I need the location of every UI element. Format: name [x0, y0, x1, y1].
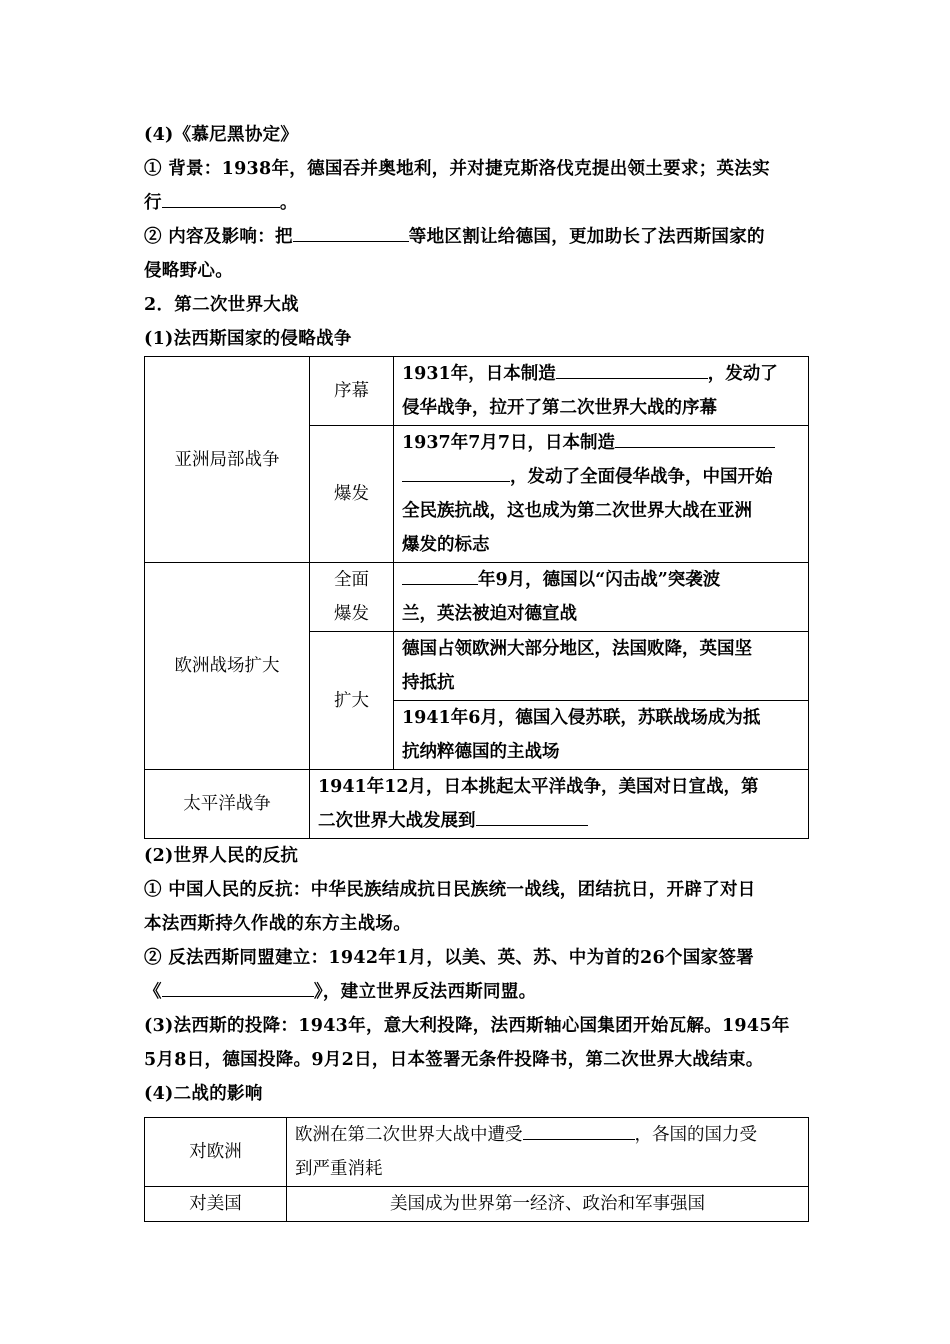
subsection-heading: (2)世界人民的反抗 [144, 846, 299, 866]
cell-europe-text [394, 563, 809, 632]
text: 太平洋战争 [183, 794, 271, 814]
aggression-table [144, 356, 809, 839]
fill-blank[interactable] [556, 358, 708, 379]
text: 欧洲在第二次世界大战中遭受 [295, 1125, 523, 1145]
text: 爆发 [334, 604, 369, 624]
text: 爆发的标志 [402, 535, 490, 555]
text: 《 [144, 982, 162, 1002]
text: 美国成为世界第一经济、政治和军事强国 [390, 1194, 705, 1214]
china-resistance-line1: ① 中国人民的反抗：中华民族结成抗日民族统一战线，团结抗日，开辟了对日 [144, 880, 756, 900]
text: 侵华战争，拉开了第二次世界大战的序幕 [402, 398, 717, 418]
cell-pacific-text [310, 770, 809, 839]
text: 等地区割让给德国，更加助长了法西斯国家的 [408, 227, 765, 247]
text: 扩大 [334, 690, 369, 711]
text: 》，建立世界反法西斯同盟。 [313, 982, 537, 1002]
document-page [144, 118, 808, 1222]
subsection-heading: (1)法西斯国家的侵略战争 [144, 329, 352, 349]
fill-blank[interactable] [615, 427, 775, 448]
china-resistance-line2: 本法西斯持久作战的东方主战场。 [144, 914, 411, 934]
text: ② 内容及影响：把 [144, 227, 293, 247]
text: 全面 [334, 570, 369, 590]
allies-line2 [144, 975, 808, 1009]
fill-blank[interactable] [293, 221, 409, 242]
subsection-heading: (4)二战的影响 [144, 1084, 263, 1104]
cell-europe-impact [145, 1118, 287, 1187]
cell-usa-impact-text [287, 1187, 809, 1222]
text: 对欧洲 [189, 1142, 242, 1162]
fill-blank[interactable] [162, 187, 280, 208]
text: 抗纳粹德国的主战场 [402, 742, 560, 762]
text: 兰，英法被迫对德宣战 [402, 604, 577, 624]
surrender-line1: (3)法西斯的投降：1943年，意大利投降，法西斯轴心国集团开始瓦解。1945年 [144, 1016, 790, 1036]
cell-prelude [310, 357, 394, 426]
impact-table [144, 1117, 809, 1222]
text: 序幕 [334, 381, 369, 401]
munich-content-line2: 侵略野心。 [144, 261, 233, 281]
cell-expand [310, 632, 394, 770]
text: 持抵抗 [402, 673, 455, 693]
text: 到严重消耗 [295, 1159, 383, 1179]
surrender-line2: 5月8日，德国投降。9月2日，日本签署无条件投降书，第二次世界大战结束。 [144, 1050, 764, 1070]
text: 对美国 [189, 1194, 242, 1214]
fill-blank[interactable] [162, 976, 314, 997]
text: 二次世界大战发展到 [318, 811, 476, 831]
fill-blank[interactable] [402, 564, 478, 585]
text: 爆发 [334, 484, 369, 504]
cell-outbreak-text [394, 426, 809, 563]
text: 1937年7月7日，日本制造 [402, 433, 616, 453]
cell-expand-text1 [394, 632, 809, 701]
text: 。 [279, 193, 298, 213]
fill-blank[interactable] [476, 805, 588, 826]
text: 1941年6月，德国入侵苏联，苏联战场成为抵 [402, 708, 761, 728]
cell-expand-text2 [394, 701, 809, 770]
text: ，各国的国力受 [634, 1125, 757, 1145]
text: 亚洲局部战争 [174, 449, 280, 470]
section-heading: 2．第二次世界大战 [144, 295, 299, 315]
allies-line1: ② 反法西斯同盟建立：1942年1月，以美、英、苏、中为首的26个国家签署 [144, 948, 754, 968]
text: 行 [144, 193, 162, 213]
cell-europe-impact-text [287, 1118, 809, 1187]
text: 年9月，德国以“闪击战”突袭波 [478, 570, 721, 590]
munich-background-line2 [144, 186, 808, 220]
munich-heading: (4)《慕尼黑协定》 [144, 125, 299, 145]
cell-asia [145, 357, 310, 563]
text: 1941年12月，日本挑起太平洋战争，美国对日宣战，第 [318, 777, 759, 797]
text: ，发动了 [707, 364, 778, 384]
cell-usa-impact [145, 1187, 287, 1222]
cell-europe [145, 563, 310, 770]
text: 德国占领欧洲大部分地区，法国败降，英国坚 [402, 639, 752, 659]
munich-background-line1: ① 背景：1938年，德国吞并奥地利，并对捷克斯洛伐克提出领土要求；英法实 [144, 159, 770, 179]
cell-prelude-text [394, 357, 809, 426]
cell-pacific [145, 770, 310, 839]
text: ，发动了全面侵华战争，中国开始 [510, 467, 773, 487]
cell-outbreak [310, 426, 394, 563]
text: 欧洲战场扩大 [174, 656, 280, 676]
fill-blank[interactable] [402, 461, 510, 482]
text: 全民族抗战，这也成为第二次世界大战在亚洲 [402, 501, 752, 521]
fill-blank[interactable] [523, 1119, 635, 1140]
text: 1931年，日本制造 [402, 364, 556, 384]
munich-content-line1 [144, 220, 808, 254]
cell-full-outbreak [310, 563, 394, 632]
